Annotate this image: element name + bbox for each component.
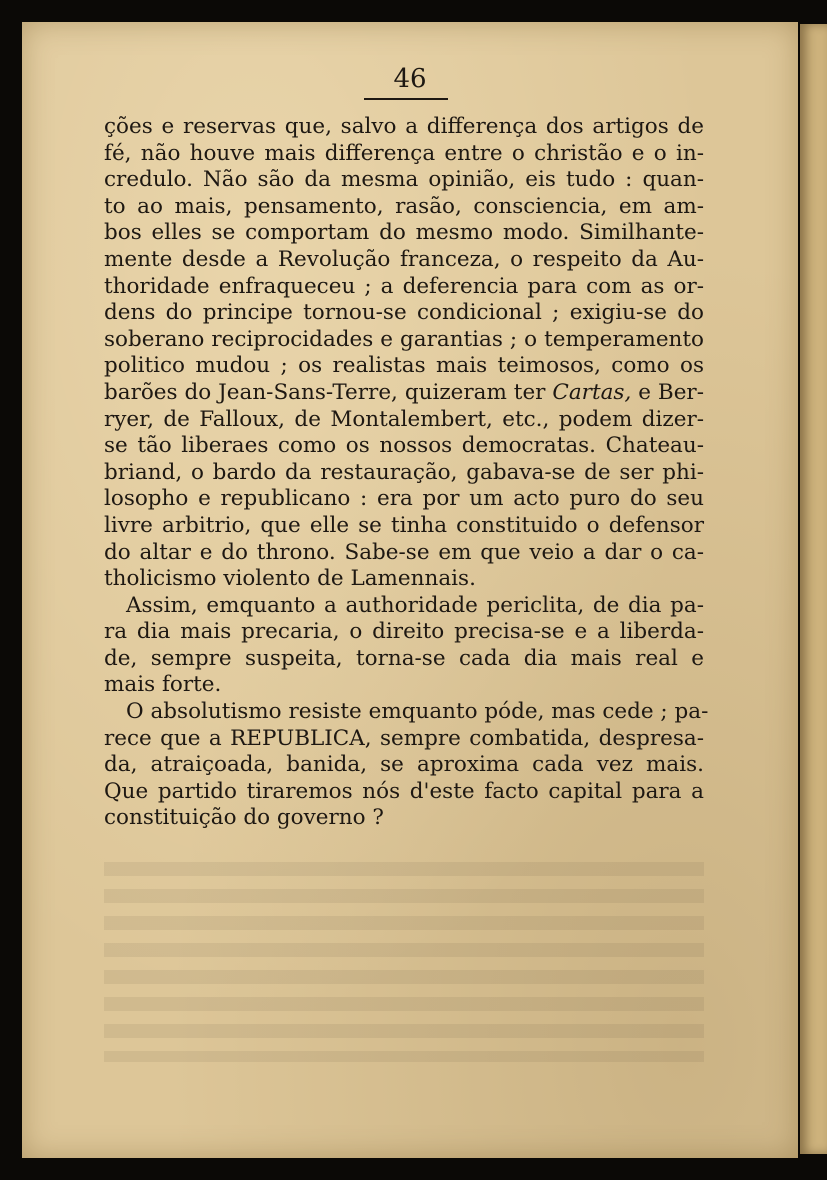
text-line: losopho e republicano : era por um acto puro do seu: [104, 486, 704, 512]
text-line: do altar e do throno. Sabe-se em que veio a dar o ca-: [104, 539, 704, 565]
text-line: Que partido tiraremos nós d'este facto capital para a: [104, 778, 704, 804]
text-line: thoridade enfraqueceu ; a deferencia para com as or-: [104, 273, 704, 299]
text-line: briand, o bardo da restauração, gabava-se de ser phi-: [104, 459, 704, 485]
text-line: rece que a REPUBLICA, sempre combatida, despresa-: [104, 725, 704, 751]
text-line: de, sempre suspeita, torna-se cada dia mais real e: [104, 645, 704, 671]
text-line: se tão liberaes como os nossos democratas. Chateau-: [104, 433, 704, 459]
text-line: O absolutismo resiste emquanto póde, mas cede ; pa-: [126, 699, 709, 725]
text-line-mixed: [104, 380, 704, 407]
text-line: Assim, emquanto a authoridade periclita, de dia pa-: [126, 592, 704, 618]
italic-word: Cartas,: [552, 379, 632, 405]
text-segment: e Ber-: [638, 379, 704, 405]
show-through-texture: [104, 862, 704, 1062]
page-number: 46: [393, 64, 427, 94]
text-line: mais forte.: [104, 672, 222, 698]
text-line: mente desde a Revolução franceza, o respeito da Au-: [104, 246, 704, 272]
text-line: to ao mais, pensamento, rasão, consciencia, em am-: [104, 193, 704, 219]
text-segment: barões do Jean-Sans-Terre, quizeram ter: [104, 379, 546, 405]
text-line: constituição do governo ?: [104, 805, 384, 831]
header-rule: [364, 98, 448, 100]
facing-page-edge: [800, 24, 827, 1154]
text-line: ra dia mais precaria, o direito precisa-se e a liberda-: [104, 619, 704, 645]
text-line: tholicismo violento de Lamennais.: [104, 566, 476, 592]
text-line: ryer, de Falloux, de Montalembert, etc., podem dizer-: [104, 406, 704, 432]
text-line: fé, não houve mais differença entre o christão e o in-: [104, 140, 704, 166]
text-line: da, atraiçoada, banida, se aproxima cada vez mais.: [104, 752, 704, 778]
body-text: [104, 114, 709, 832]
text-line: politico mudou ; os realistas mais teimosos, como os: [104, 353, 704, 379]
book-page: [22, 22, 798, 1158]
text-line: ções e reservas que, salvo a differença dos artigos de: [104, 114, 704, 139]
text-line: livre arbitrio, que elle se tinha constituido o defensor: [104, 512, 704, 538]
text-line: soberano reciprocidades e garantias ; o temperamento: [104, 326, 704, 352]
text-line: bos elles se comportam do mesmo modo. Similhante-: [104, 220, 704, 246]
text-line: credulo. Não são da mesma opinião, eis tudo : quan-: [104, 167, 704, 193]
text-line: dens do principe tornou-se condicional ; exigiu-se do: [104, 300, 704, 326]
